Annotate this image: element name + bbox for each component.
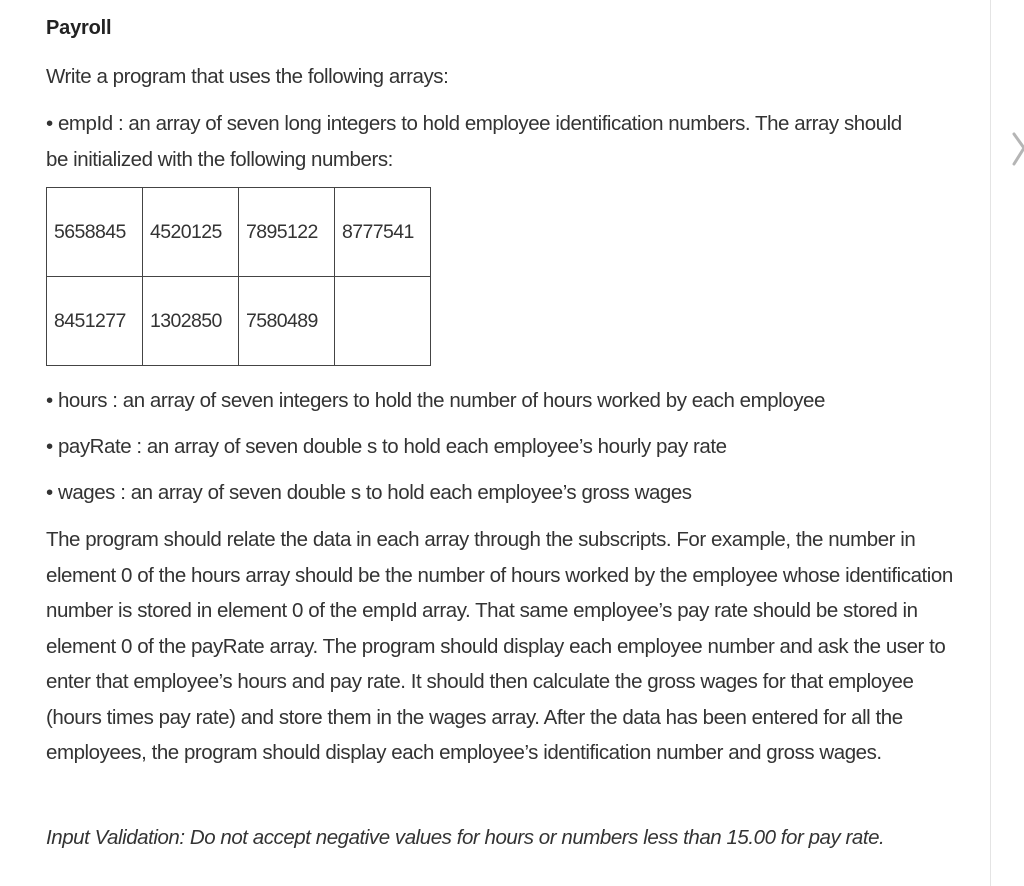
table-cell: 5658845 bbox=[47, 188, 143, 277]
table-cell: 8777541 bbox=[335, 188, 431, 277]
table-cell: 7895122 bbox=[239, 188, 335, 277]
panel-divider bbox=[990, 0, 991, 886]
bullet-hours: • hours : an array of seven integers to hold the number of hours worked by each employee bbox=[46, 389, 825, 412]
table-row bbox=[47, 277, 431, 366]
table-cell bbox=[335, 277, 431, 366]
table-cell: 1302850 bbox=[143, 277, 239, 366]
table-cell: 7580489 bbox=[239, 277, 335, 366]
bullet-wages: • wages : an array of seven double s to hold each employee’s gross wages bbox=[46, 481, 692, 504]
table-cell: 4520125 bbox=[143, 188, 239, 277]
employee-id-table bbox=[46, 187, 431, 366]
table-cell: 8451277 bbox=[47, 277, 143, 366]
bullet-payrate: • payRate : an array of seven double s to hold each employee’s hourly pay rate bbox=[46, 435, 727, 458]
intro-text: Write a program that uses the following arrays: bbox=[46, 65, 449, 88]
chevron-right-icon[interactable] bbox=[1008, 128, 1024, 174]
explanation-text: The program should relate the data in each array through the subscripts. For example, the number in element 0 of the hours array should be the number of hours worked by the employee whose identification number is stored in element 0 of the empId array. That same employee’s pay rate should be stored in element 0 of the payRate array. The program should display each employee number and ask the user to enter that employee’s hours and pay rate. It should then calculate the gross wages for that employee (hours times pay rate) and store them in the wages array. After the data has been entered for all the employees, the program should display each employee’s identification number and gross wages. bbox=[46, 528, 953, 764]
table-row bbox=[47, 188, 431, 277]
input-validation-text: Input Validation: Do not accept negative values for hours or numbers less than 15.00 for pay rate. bbox=[46, 826, 885, 849]
page-title: Payroll bbox=[46, 17, 112, 39]
bullet-empid: • empId : an array of seven long integers to hold employee identification numbers. The array should be initialized with the following numbers: bbox=[46, 112, 902, 171]
